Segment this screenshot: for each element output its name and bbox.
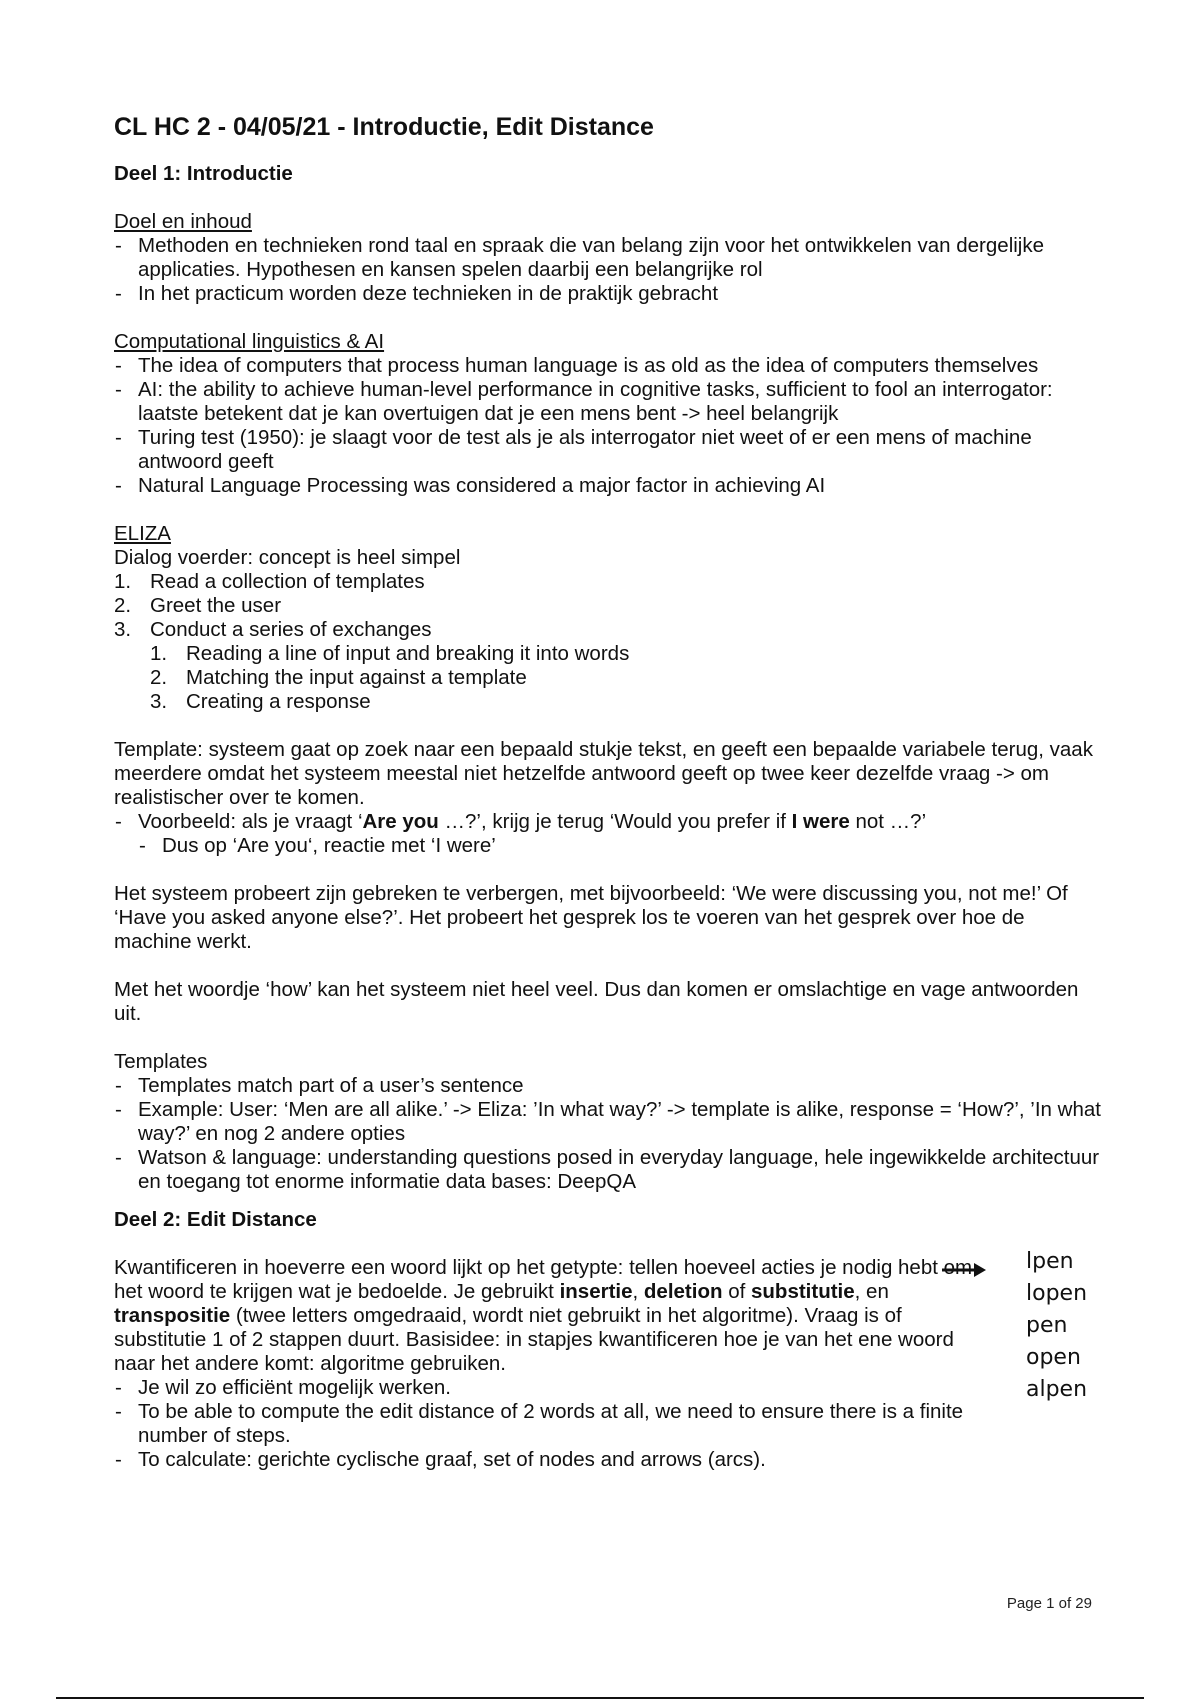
cl-list xyxy=(114,354,1104,498)
list-item xyxy=(114,570,1104,594)
list-item: - Templates match part of a user’s sentence xyxy=(114,1074,1104,1098)
para-text: Kwantificeren in hoeverre een woord lijkt op het getypte: tellen hoeveel acties je nodig hebt om het woord te krijgen wat je bedoelde. Je gebruikt xyxy=(114,1256,973,1303)
substep-text: Reading a line of input and breaking it into words xyxy=(186,642,630,665)
eliza-substeps xyxy=(150,642,1104,714)
para-text: of xyxy=(722,1280,751,1303)
document-title: CL HC 2 - 04/05/21 - Introductie, Edit Distance xyxy=(114,113,654,141)
word-item: lopen xyxy=(1026,1281,1088,1306)
edit-distance-list xyxy=(114,1376,984,1472)
para-bold: deletion xyxy=(643,1280,723,1303)
substep-text: Creating a response xyxy=(186,690,371,713)
section-templates xyxy=(114,1050,1104,1194)
template-paragraph: Template: systeem gaat op zoek naar een bepaald stukje tekst, en geeft een bepaalde variabele terug, vaak meerdere omdat het systeem meestal niet hetzelfde antwoord geeft op twee keer dezelfde vraag -> om realistischer over te komen. xyxy=(114,738,1093,809)
example-text: …?’, krijg je terug ‘Would you prefer if xyxy=(438,810,792,833)
cl-heading: Computational linguistics & AI xyxy=(114,330,385,353)
page-number: Page 1 of 29 xyxy=(1006,1595,1092,1612)
para-text: , xyxy=(632,1280,644,1303)
list-item: - The idea of computers that process human language is as old as the idea of computers themselves xyxy=(114,354,1104,378)
document-page xyxy=(114,112,1104,1472)
list-item: - Natural Language Processing was considered a major factor in achieving AI xyxy=(114,474,1104,498)
edit-distance-paragraph xyxy=(114,1256,974,1376)
word-item: lpen xyxy=(1026,1249,1074,1274)
list-item: - AI: the ability to achieve human-level performance in cognitive tasks, sufficient to fool an interrogator: laatste betekent dat je kan overtuigen dat je een mens bent -> heel belangrijk xyxy=(114,378,1104,426)
eliza-paragraph-3: Met het woordje ‘how’ kan het systeem niet heel veel. Dus dan komen er omslachtige en vage antwoorden uit. xyxy=(114,978,1079,1025)
part2-heading: Deel 2: Edit Distance xyxy=(114,1208,317,1231)
section-edit-distance xyxy=(114,1249,1104,1472)
step-number: 2. xyxy=(114,594,132,617)
example-text: Voorbeeld: als je vraagt ‘ xyxy=(138,810,363,833)
para-text: , en xyxy=(854,1280,889,1303)
list-item: - Je wil zo efficiënt mogelijk werken. xyxy=(114,1376,984,1400)
substep-number: 2. xyxy=(150,666,168,689)
list-item xyxy=(150,666,1104,690)
list-item xyxy=(150,690,1104,714)
example-list xyxy=(114,810,1104,834)
section-eliza xyxy=(114,522,1104,1026)
right-arrow-icon xyxy=(940,1260,988,1280)
list-item xyxy=(114,618,1104,642)
step-text: Read a collection of templates xyxy=(150,570,425,593)
part1-heading: Deel 1: Introductie xyxy=(114,162,293,185)
list-item: - To calculate: gerichte cyclische graaf, set of nodes and arrows (arcs). xyxy=(114,1448,984,1472)
eliza-intro: Dialog voerder: concept is heel simpel xyxy=(114,546,461,569)
step-text: Conduct a series of exchanges xyxy=(150,618,432,641)
templates-heading: Templates xyxy=(114,1050,208,1073)
list-item xyxy=(114,810,1104,834)
list-item: - Turing test (1950): je slaagt voor de test als je als interrogator niet weet of er een mens of machine antwoord geeft xyxy=(114,426,1104,474)
eliza-paragraph-2: Het systeem probeert zijn gebreken te verbergen, met bijvoorbeeld: ‘We were discussing you, not me!’ Of ‘Have you asked anyone else?’. Het probeert het gesprek los te voeren van het gesprek over hoe de machine werkt. xyxy=(114,882,1068,953)
list-item xyxy=(114,594,1104,618)
eliza-heading: ELIZA xyxy=(114,522,171,545)
word-item: alpen xyxy=(1026,1377,1088,1402)
list-item: - To be able to compute the edit distance of 2 words at all, we need to ensure there is a finite number of steps. xyxy=(114,1400,984,1448)
list-item: - Methoden en technieken rond taal en spraak die van belang zijn voor het ontwikkelen van dergelijke applicaties. Hypothesen en kansen spelen daarbij een belangrijke rol xyxy=(114,234,1104,282)
substep-number: 1. xyxy=(150,642,168,665)
example-bold: Are you xyxy=(362,810,439,833)
substep-number: 3. xyxy=(150,690,168,713)
section-doel xyxy=(114,210,1104,306)
word-list xyxy=(1026,1246,1087,1406)
step-number: 1. xyxy=(114,570,132,593)
word-item: pen xyxy=(1026,1313,1068,1338)
bottom-divider xyxy=(56,1697,1144,1699)
section-cl xyxy=(114,330,1104,498)
para-bold: substitutie xyxy=(751,1280,855,1303)
word-item: open xyxy=(1026,1345,1081,1370)
doel-heading: Doel en inhoud xyxy=(114,210,252,233)
list-item: - Watson & language: understanding questions posed in everyday language, hele ingewikkelde architectuur en toegang tot enorme informatie data bases: DeepQA xyxy=(114,1146,1104,1194)
list-item: - Example: User: ‘Men are all alike.’ -> Eliza: ’In what way?’ -> template is alike, response = ‘How?’, ’In what way?’ en nog 2 andere opties xyxy=(114,1098,1104,1146)
list-item: - Dus op ‘Are you‘, reactie met ‘I were’ xyxy=(138,834,1104,858)
doel-list xyxy=(114,234,1104,306)
eliza-steps xyxy=(114,570,1104,642)
step-text: Greet the user xyxy=(150,594,282,617)
para-text: (twee letters omgedraaid, wordt niet gebruikt in het algoritme). Vraag is of substitutie 1 of 2 stappen duurt. Basisidee: in stapjes kwantificeren hoe je van het ene woord naar het andere komt: algoritme gebruiken. xyxy=(114,1304,954,1375)
list-item xyxy=(150,642,1104,666)
step-number: 3. xyxy=(114,618,132,641)
example-bold: I were xyxy=(791,810,850,833)
example-sublist xyxy=(138,834,1104,858)
substep-text: Matching the input against a template xyxy=(186,666,527,689)
templates-list xyxy=(114,1074,1104,1194)
para-bold: transpositie xyxy=(114,1304,231,1327)
para-bold: insertie xyxy=(559,1280,633,1303)
example-text: not …?’ xyxy=(849,810,927,833)
list-item: - In het practicum worden deze technieken in de praktijk gebracht xyxy=(114,282,1104,306)
